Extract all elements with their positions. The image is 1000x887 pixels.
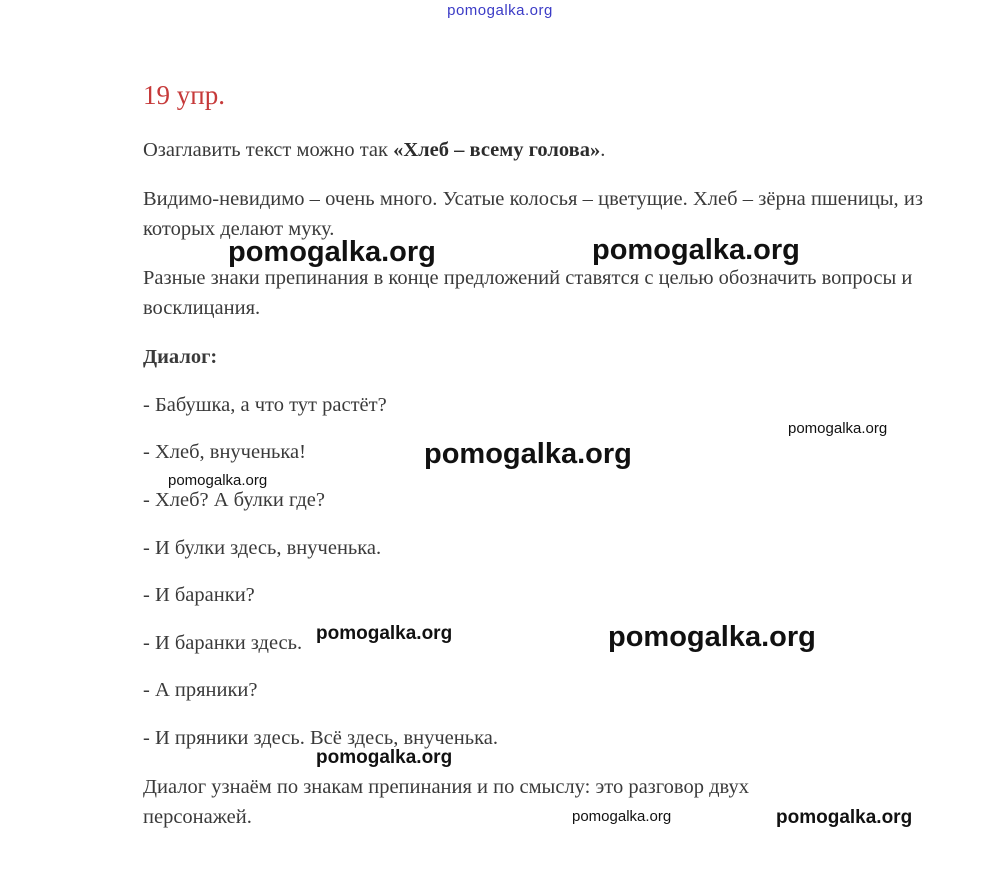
watermark: pomogalka.org <box>776 807 913 828</box>
dialog-line: - И булки здесь, внученька. <box>143 537 382 559</box>
punctuation-paragraph: Разные знаки препинания в конце предложений ставятся с целью обозначить вопросы и восклицания. <box>143 267 913 319</box>
title-suggestion-bold: «Хлеб – всему голова» <box>393 139 601 161</box>
conclusion-paragraph: Диалог узнаём по знакам препинания и по смыслу: это разговор двух персонажей. <box>143 776 749 828</box>
exercise-title: 19 упр. <box>143 80 225 110</box>
watermark: pomogalka.org <box>608 621 816 653</box>
title-suggestion-paragraph <box>143 135 923 165</box>
dialog-line: - А пряники? <box>143 679 258 701</box>
watermark: pomogalka.org <box>168 472 268 489</box>
dialog-line: - И пряники здесь. Всё здесь, внученька. <box>143 727 498 749</box>
dialog-heading: Диалог: <box>143 346 218 368</box>
dialog-line: - Хлеб? А булки где? <box>143 489 325 511</box>
site-header-watermark: pomogalka.org <box>447 2 553 19</box>
watermark: pomogalka.org <box>592 234 800 266</box>
dialog-line: - Хлеб, внученька! <box>143 441 306 463</box>
watermark: pomogalka.org <box>572 808 672 825</box>
watermark: pomogalka.org <box>228 236 436 268</box>
watermark: pomogalka.org <box>424 438 632 470</box>
dialog-line: - Бабушка, а что тут растёт? <box>143 394 387 416</box>
definitions-paragraph: Видимо-невидимо – очень много. Усатые колосья – цветущие. Хлеб – зёрна пшеницы, из которых делают муку. <box>143 188 923 240</box>
title-suggestion-text: Озаглавить текст можно так <box>143 139 394 161</box>
watermark: pomogalka.org <box>788 420 888 437</box>
title-suggestion-end: . <box>600 139 606 161</box>
watermark: pomogalka.org <box>316 747 453 768</box>
dialog-line: - И баранки здесь. <box>143 632 303 654</box>
watermark: pomogalka.org <box>316 623 453 644</box>
dialog-line: - И баранки? <box>143 584 255 606</box>
